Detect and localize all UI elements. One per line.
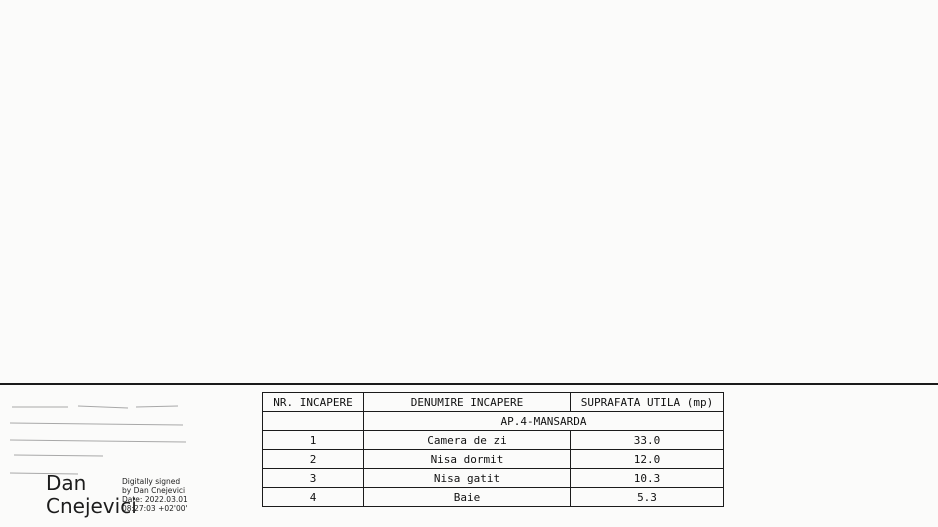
room-name: Camera de zi	[364, 431, 571, 450]
section-title: AP.4-MANSARDA	[364, 412, 724, 431]
table-row	[263, 488, 724, 507]
table-row	[263, 431, 724, 450]
signature-line: Date: 2022.03.01	[122, 495, 188, 504]
signature-line: 08:27:03 +02'00'	[122, 504, 188, 513]
signature-line: Digitally signed	[122, 477, 181, 486]
room-name: Baie	[364, 488, 571, 507]
table-row	[263, 450, 724, 469]
room-area: 12.0	[571, 450, 724, 469]
table-row	[263, 469, 724, 488]
room-area: 33.0	[571, 431, 724, 450]
table-header-row	[263, 393, 724, 412]
room-number: 1	[263, 431, 364, 450]
signature-details	[122, 477, 218, 513]
table-section-row	[263, 412, 724, 431]
room-number: 3	[263, 469, 364, 488]
room-area: 10.3	[571, 469, 724, 488]
room-number: 2	[263, 450, 364, 469]
room-name: Nisa dormit	[364, 450, 571, 469]
header-room-name: DENUMIRE INCAPERE	[364, 393, 571, 412]
room-area: 5.3	[571, 488, 724, 507]
room-number: 4	[263, 488, 364, 507]
room-area-table	[262, 392, 724, 507]
header-usable-area: SUPRAFATA UTILA (mp)	[571, 393, 724, 412]
drawing-border-line	[0, 383, 938, 385]
signature-line: by Dan Cnejevici	[122, 486, 186, 495]
signature-name: Dan Cnejevici	[46, 471, 137, 518]
digital-signature	[18, 470, 218, 527]
header-room-number: NR. INCAPERE	[263, 393, 364, 412]
room-name: Nisa gatit	[364, 469, 571, 488]
